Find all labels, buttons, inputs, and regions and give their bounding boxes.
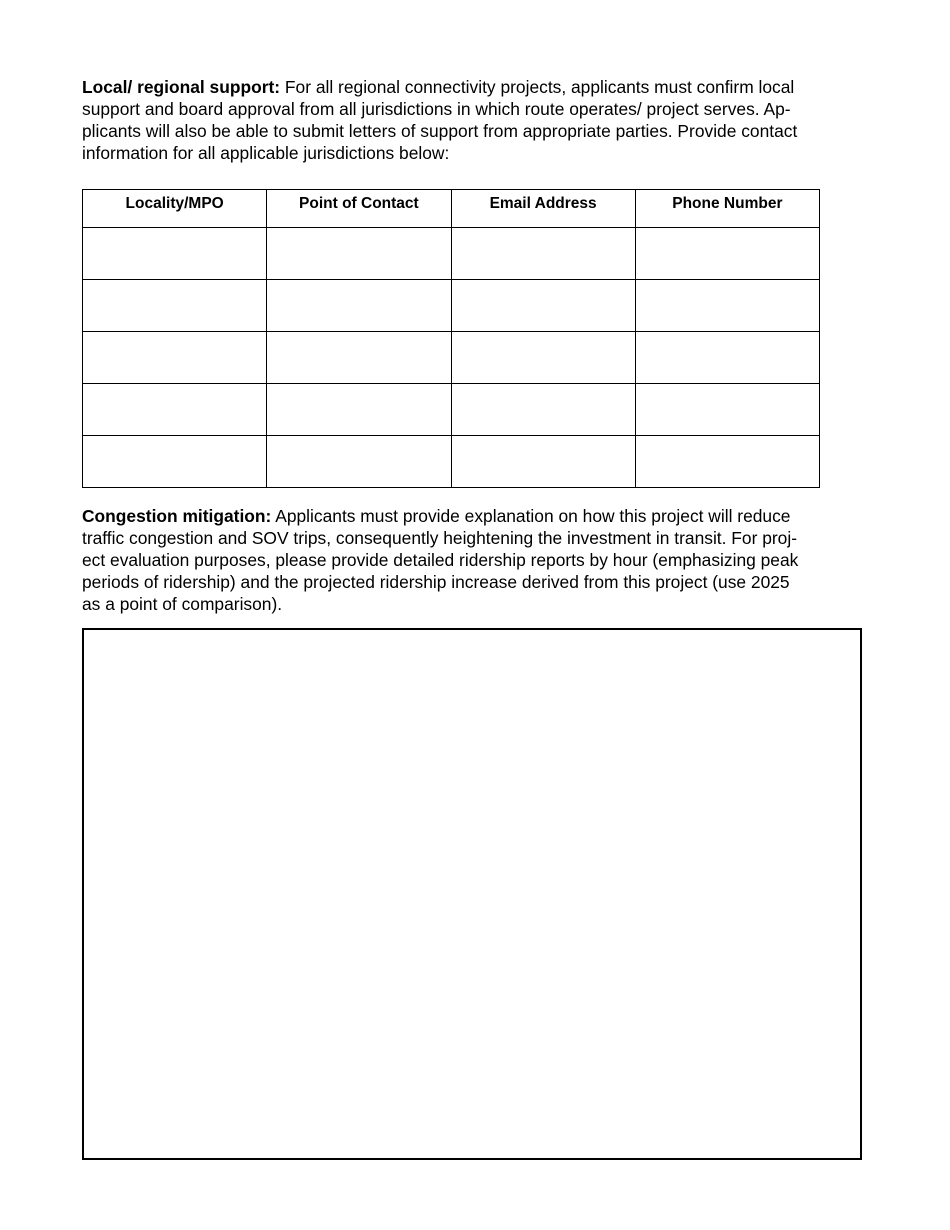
table-row — [83, 436, 820, 488]
phone-cell[interactable] — [635, 436, 819, 488]
locality-field[interactable] — [83, 228, 266, 279]
phone-cell[interactable] — [635, 384, 819, 436]
locality-field[interactable] — [83, 332, 266, 383]
email-cell[interactable] — [451, 228, 635, 280]
congestion-response-box[interactable] — [82, 628, 862, 1160]
contact-cell[interactable] — [267, 228, 451, 280]
table-row — [83, 280, 820, 332]
local-support-text: For all regional connectivity projects, applicants must confirm local — [280, 77, 795, 97]
column-header-point-of-contact: Point of Contact — [267, 190, 451, 228]
locality-field[interactable] — [83, 280, 266, 331]
contact-cell[interactable] — [267, 384, 451, 436]
table-header-row — [83, 190, 820, 228]
locality-cell[interactable] — [83, 332, 267, 384]
local-support-heading: Local/ regional support: — [82, 77, 281, 97]
locality-cell[interactable] — [83, 436, 267, 488]
contact-field[interactable] — [267, 436, 450, 487]
contact-cell[interactable] — [267, 332, 451, 384]
contact-cell[interactable] — [267, 436, 451, 488]
congestion-mitigation-paragraph — [82, 505, 857, 615]
phone-field[interactable] — [636, 280, 819, 331]
local-support-line-2: support and board approval from all jurisdictions in which route operates/ project serves. Ap- — [82, 99, 791, 119]
email-cell[interactable] — [451, 384, 635, 436]
table-row — [83, 384, 820, 436]
locality-cell[interactable] — [83, 384, 267, 436]
contact-field[interactable] — [267, 280, 450, 331]
email-cell[interactable] — [451, 280, 635, 332]
table-row — [83, 228, 820, 280]
phone-field[interactable] — [636, 436, 819, 487]
email-field[interactable] — [452, 384, 635, 435]
column-header-phone: Phone Number — [635, 190, 819, 228]
phone-cell[interactable] — [635, 228, 819, 280]
phone-field[interactable] — [636, 332, 819, 383]
congestion-line-5: as a point of comparison). — [82, 594, 283, 614]
local-support-line-3: plicants will also be able to submit letters of support from appropriate parties. Provide contact — [82, 121, 798, 141]
email-field[interactable] — [452, 332, 635, 383]
local-support-line-4: information for all applicable jurisdictions below: — [82, 143, 450, 163]
table-row — [83, 332, 820, 384]
congestion-text: Applicants must provide explanation on how this project will reduce — [271, 506, 791, 526]
congestion-line-2: traffic congestion and SOV trips, consequently heightening the investment in transit. For proj- — [82, 528, 798, 548]
email-cell[interactable] — [451, 436, 635, 488]
phone-field[interactable] — [636, 228, 819, 279]
contact-field[interactable] — [267, 228, 450, 279]
phone-cell[interactable] — [635, 280, 819, 332]
column-header-locality: Locality/MPO — [83, 190, 267, 228]
phone-field[interactable] — [636, 384, 819, 435]
email-field[interactable] — [452, 280, 635, 331]
locality-cell[interactable] — [83, 280, 267, 332]
congestion-heading: Congestion mitigation: — [82, 506, 272, 526]
locality-cell[interactable] — [83, 228, 267, 280]
contact-field[interactable] — [267, 384, 450, 435]
congestion-line-4: periods of ridership) and the projected ridership increase derived from this project (use 2025 — [82, 572, 790, 592]
email-cell[interactable] — [451, 332, 635, 384]
column-header-email: Email Address — [451, 190, 635, 228]
phone-cell[interactable] — [635, 332, 819, 384]
jurisdiction-contact-table — [82, 189, 820, 488]
email-field[interactable] — [452, 228, 635, 279]
local-support-line-1 — [82, 76, 857, 98]
local-support-paragraph — [82, 76, 857, 164]
contact-cell[interactable] — [267, 280, 451, 332]
congestion-line-3: ect evaluation purposes, please provide detailed ridership reports by hour (emphasizing peak — [82, 550, 799, 570]
congestion-line-1 — [82, 505, 857, 527]
locality-field[interactable] — [83, 436, 266, 487]
locality-field[interactable] — [83, 384, 266, 435]
contact-field[interactable] — [267, 332, 450, 383]
email-field[interactable] — [452, 436, 635, 487]
